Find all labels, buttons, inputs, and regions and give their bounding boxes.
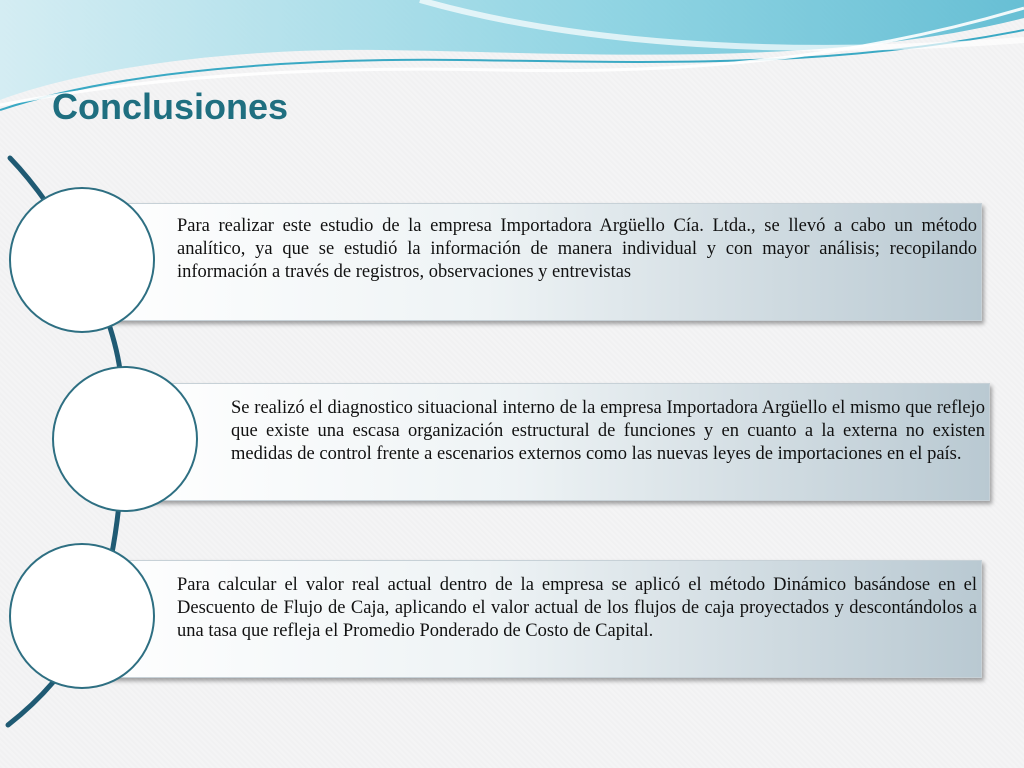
- conclusion-text: Se realizó el diagnostico situacional interno de la empresa Importadora Argüello el mismo que reflejo que existe una escasa organización estructural de funciones y en cuanto a la externa no existen medidas de control frente a escenarios externos como las nuevas leyes de importaciones en el país.: [231, 398, 985, 464]
- slide-title: Conclusiones: [52, 86, 289, 127]
- conclusion-item-3: [80, 560, 982, 678]
- bullet-circle: [9, 543, 155, 689]
- bullet-circle: [9, 187, 155, 333]
- conclusion-text: Para realizar este estudio de la empresa Importadora Argüello Cía. Ltda., se llevó a cabo un método analítico, ya que se estudió la información de manera individual y con mayor análisis; recopilando información a través de registros, observaciones y entrevistas: [177, 216, 977, 282]
- conclusion-item-1: [80, 203, 982, 321]
- conclusion-item-2: [124, 383, 990, 501]
- conclusion-text: Para calcular el valor real actual dentro de la empresa se aplicó el método Dinámico basándose en el Descuento de Flujo de Caja, aplicando el valor actual de los flujos de caja proyectados y descontándolos a una tasa que refleja el Promedio Ponderado de Costo de Capital.: [177, 575, 977, 641]
- bullet-circle: [52, 366, 198, 512]
